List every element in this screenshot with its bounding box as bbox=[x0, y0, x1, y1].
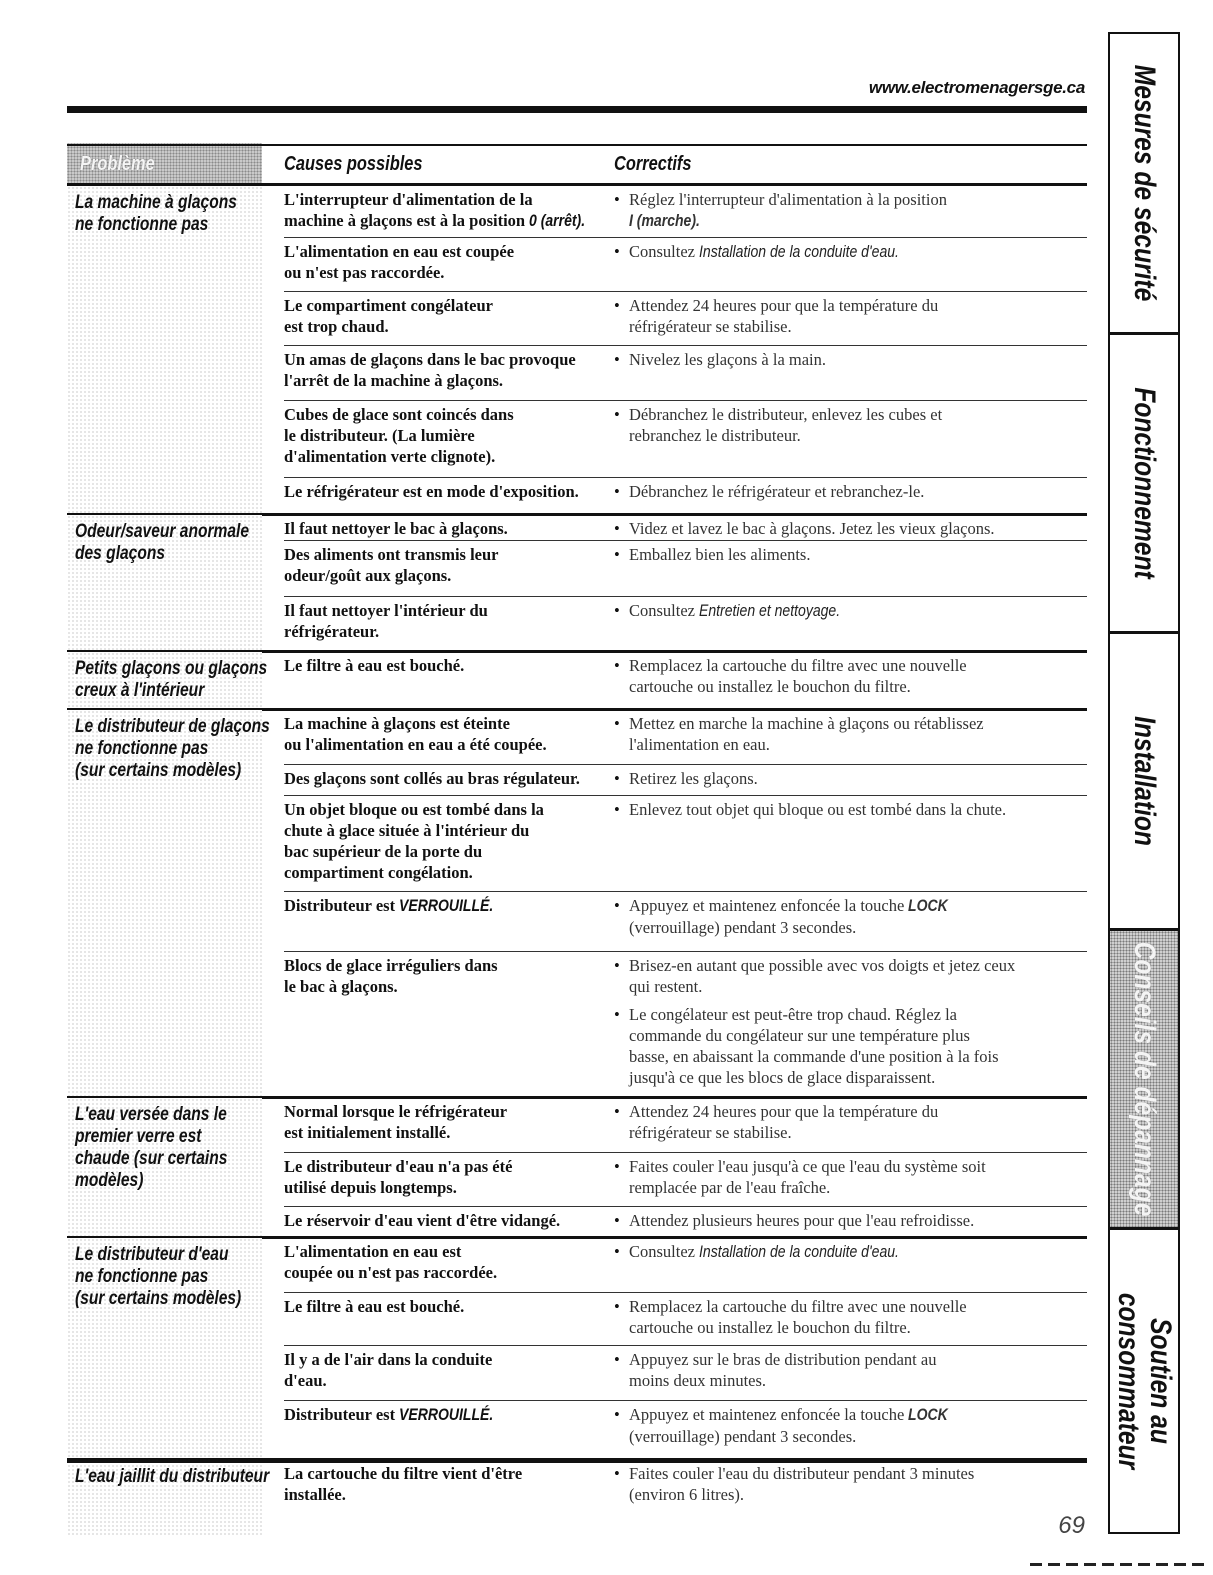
row-rule bbox=[284, 345, 1087, 346]
fix-list bbox=[614, 955, 1054, 1095]
row-rule bbox=[284, 540, 1087, 541]
fix-item: • Débranchez le réfrigérateur et rebranchez-le. bbox=[614, 481, 1054, 502]
fix-list bbox=[614, 895, 1054, 945]
problem-group bbox=[67, 710, 1087, 1098]
emphasized-text: LOCK bbox=[908, 897, 949, 915]
fix-item: • Enlevez tout objet qui bloque ou est tombé dans la chute. bbox=[614, 799, 1054, 820]
problem-label: L'eau jaillit du distributeur bbox=[75, 1466, 270, 1487]
tab-conseils-de-depannage[interactable] bbox=[1110, 931, 1178, 1227]
fix-item: • Retirez les glaçons. bbox=[614, 768, 1054, 789]
problem-label: Odeur/saveur anormale des glaçons bbox=[75, 521, 250, 564]
cause-text: La machine à glaçons est éteinte ou l'alimentation en eau a été coupée. bbox=[284, 714, 547, 754]
fix-list bbox=[614, 1101, 1054, 1150]
row-rule bbox=[284, 951, 1087, 952]
col-header-fixes: Correctifs bbox=[614, 153, 692, 175]
fix-list bbox=[614, 518, 1054, 546]
fix-list bbox=[614, 655, 1054, 704]
fix-item: • Nivelez les glaçons à la main. bbox=[614, 349, 1054, 370]
fix-list bbox=[614, 241, 1054, 270]
cause-text: Un amas de glaçons dans le bac provoque l'arrêt de la machine à glaçons. bbox=[284, 350, 576, 390]
problem-group bbox=[67, 515, 1087, 652]
cause-text: Blocs de glace irréguliers dans le bac à glaçons. bbox=[284, 956, 498, 996]
fix-item: • Débranchez le distributeur, enlevez les cubes et rebranchez le distributeur. bbox=[614, 404, 1054, 446]
emphasized-text: LOCK bbox=[908, 1406, 949, 1424]
tab-label: Fonctionnement bbox=[1128, 387, 1161, 579]
fix-list bbox=[614, 1296, 1054, 1345]
cause-text: Il faut nettoyer le bac à glaçons. bbox=[284, 519, 508, 538]
fix-item: • Videz et lavez le bac à glaçons. Jetez les vieux glaçons. bbox=[614, 518, 1054, 539]
cause-text: La cartouche du filtre vient d'être installée. bbox=[284, 1464, 523, 1504]
emphasized-text: VERROUILLÉ. bbox=[399, 897, 494, 915]
problem-label: La machine à glaçons ne fonctionne pas bbox=[75, 192, 237, 235]
fix-item: • Consultez Entretien et nettoyage. bbox=[614, 600, 1054, 622]
fix-item: • Consultez Installation de la conduite d'eau. bbox=[614, 1241, 1054, 1263]
tab-mesures-de-securite[interactable] bbox=[1110, 34, 1178, 332]
tab-label: Installation bbox=[1128, 716, 1161, 846]
fix-item: • Attendez 24 heures pour que la température du réfrigérateur se stabilise. bbox=[614, 295, 1054, 337]
row-rule bbox=[284, 764, 1087, 765]
fix-list bbox=[614, 768, 1054, 796]
emphasized-text: VERROUILLÉ. bbox=[399, 1406, 494, 1424]
problem-label: Petits glaçons ou glaçons creux à l'intérieur bbox=[75, 658, 268, 701]
row-rule bbox=[284, 596, 1087, 597]
emphasized-text: 0 (arrêt). bbox=[529, 212, 586, 230]
cause-text: Normal lorsque le réfrigérateur est initialement installé. bbox=[284, 1102, 508, 1142]
cause-text: Des aliments ont transmis leur odeur/goût aux glaçons. bbox=[284, 545, 499, 585]
tab-label: Mesures de sécurité bbox=[1128, 64, 1161, 302]
emphasized-text: Entretien et nettoyage. bbox=[699, 602, 841, 620]
row-rule bbox=[284, 1400, 1087, 1401]
header-top-rule bbox=[67, 144, 1087, 146]
table-bottom-rule bbox=[67, 1460, 1087, 1463]
tab-installation[interactable] bbox=[1110, 634, 1178, 928]
fix-item: • Remplacez la cartouche du filtre avec une nouvelle cartouche ou installez le bouchon du filtre. bbox=[614, 655, 1054, 697]
cause-text: Le filtre à eau est bouché. bbox=[284, 1297, 465, 1316]
fix-item: • Appuyez sur le bras de distribution pendant au moins deux minutes. bbox=[614, 1349, 1054, 1391]
fix-list bbox=[614, 1349, 1054, 1398]
problem-group bbox=[67, 1238, 1087, 1460]
problem-label: Le distributeur d'eau ne fonctionne pas (sur certains modèles) bbox=[75, 1244, 242, 1309]
cause-text: L'interrupteur d'alimentation de la machine à glaçons est à la position 0 (arrêt). bbox=[284, 190, 586, 230]
cause-text: Des glaçons sont collés au bras régulateur. bbox=[284, 769, 580, 788]
fix-item: • Remplacez la cartouche du filtre avec une nouvelle cartouche ou installez le bouchon du filtre. bbox=[614, 1296, 1054, 1338]
cause-text: Cubes de glace sont coincés dans le distributeur. (La lumière d'alimentation verte clignote). bbox=[284, 405, 514, 466]
cause-text: Le réservoir d'eau vient d'être vidangé. bbox=[284, 1211, 561, 1230]
fix-item: • Mettez en marche la machine à glaçons ou rétablissez l'alimentation en eau. bbox=[614, 713, 1054, 755]
fix-list bbox=[614, 1210, 1054, 1238]
row-rule bbox=[284, 291, 1087, 292]
fix-item: • Emballez bien les aliments. bbox=[614, 544, 1054, 565]
fix-item: • Appuyez et maintenez enfoncée la touche LOCK (verrouillage) pendant 3 secondes. bbox=[614, 1404, 1054, 1447]
emphasized-text: Installation de la conduite d'eau. bbox=[699, 243, 900, 261]
fix-item: • Attendez 24 heures pour que la température du réfrigérateur se stabilise. bbox=[614, 1101, 1054, 1143]
cause-text: Le distributeur d'eau n'a pas été utilisé depuis longtemps. bbox=[284, 1157, 513, 1197]
fix-item: • Brisez-en autant que possible avec vos doigts et jetez ceux qui restent. bbox=[614, 955, 1054, 997]
website-url: www.electromenagersge.ca bbox=[868, 78, 1085, 97]
fix-list bbox=[614, 1241, 1054, 1270]
col-header-problem: Problème bbox=[80, 153, 155, 175]
row-rule bbox=[284, 400, 1087, 401]
cause-text: Il y a de l'air dans la conduite d'eau. bbox=[284, 1350, 493, 1390]
fix-item: • Réglez l'interrupteur d'alimentation à la position I (marche). bbox=[614, 189, 1054, 232]
cause-text: Un objet bloque ou est tombé dans la chute à glace située à l'intérieur du bac supérieur de la porte du compartiment congélation. bbox=[284, 800, 544, 882]
fix-list bbox=[614, 404, 1054, 453]
tab-fonctionnement[interactable] bbox=[1110, 335, 1178, 631]
fix-list bbox=[614, 1463, 1054, 1512]
row-rule bbox=[284, 1152, 1087, 1153]
fix-item: • Consultez Installation de la conduite d'eau. bbox=[614, 241, 1054, 263]
fix-list bbox=[614, 1156, 1054, 1205]
cause-text: Le compartiment congélateur est trop chaud. bbox=[284, 296, 493, 336]
cause-text: Le réfrigérateur est en mode d'exposition. bbox=[284, 482, 579, 501]
fix-item: • Faites couler l'eau jusqu'à ce que l'eau du système soit remplacée par de l'eau fraîche. bbox=[614, 1156, 1054, 1198]
cause-text: Distributeur est VERROUILLÉ. bbox=[284, 1405, 494, 1424]
problem-group bbox=[67, 186, 1087, 515]
row-rule bbox=[284, 237, 1087, 238]
row-rule bbox=[284, 891, 1087, 892]
row-rule bbox=[284, 477, 1087, 478]
row-rule bbox=[284, 795, 1087, 796]
fix-list bbox=[614, 713, 1054, 762]
fix-list bbox=[614, 600, 1054, 629]
problem-label: Le distributeur de glaçons ne fonctionne pas (sur certains modèles) bbox=[75, 716, 270, 781]
bottom-registration-strip bbox=[1030, 1563, 1210, 1566]
cause-text: L'alimentation en eau est coupée ou n'est pas raccordée. bbox=[284, 1242, 498, 1282]
tab-label: Conseils de dépannage bbox=[1128, 941, 1161, 1217]
emphasized-text: Installation de la conduite d'eau. bbox=[699, 1243, 900, 1261]
fix-list bbox=[614, 295, 1054, 344]
page-number: 69 bbox=[1058, 1512, 1085, 1539]
fix-list bbox=[614, 349, 1054, 377]
row-rule bbox=[284, 1206, 1087, 1207]
problem-group bbox=[67, 652, 1087, 710]
fix-list bbox=[614, 189, 1054, 239]
fix-list bbox=[614, 1404, 1054, 1454]
col-header-causes: Causes possibles bbox=[284, 153, 423, 175]
fix-list bbox=[614, 544, 1054, 572]
side-tabs bbox=[1108, 32, 1180, 1534]
fix-list bbox=[614, 481, 1054, 509]
emphasized-text: I (marche). bbox=[629, 212, 700, 230]
cause-text: Distributeur est VERROUILLÉ. bbox=[284, 896, 494, 915]
problem-group bbox=[67, 1460, 1087, 1535]
fix-item: • Faites couler l'eau du distributeur pendant 3 minutes (environ 6 litres). bbox=[614, 1463, 1054, 1505]
top-rule bbox=[67, 106, 1087, 113]
tab-label: Soutien au consommateur bbox=[1112, 1292, 1177, 1470]
fix-item: • Attendez plusieurs heures pour que l'eau refroidisse. bbox=[614, 1210, 1054, 1231]
row-rule bbox=[284, 1345, 1087, 1346]
fix-list bbox=[614, 799, 1054, 827]
tab-soutien-au-consommateur[interactable] bbox=[1110, 1230, 1178, 1532]
problem-group bbox=[67, 1098, 1087, 1238]
fix-item: • Le congélateur est peut-être trop chaud. Réglez la commande du congélateur sur une température plus basse, en abaissant la commande d'une position à la fois jusqu'à ce que les blocs de glace disparaissent. bbox=[614, 1004, 1054, 1088]
cause-text: L'alimentation en eau est coupée ou n'est pas raccordée. bbox=[284, 242, 515, 282]
cause-text: Il faut nettoyer l'intérieur du réfrigérateur. bbox=[284, 601, 488, 641]
row-rule bbox=[284, 1292, 1087, 1293]
cause-text: Le filtre à eau est bouché. bbox=[284, 656, 465, 675]
fix-item: • Appuyez et maintenez enfoncée la touche LOCK (verrouillage) pendant 3 secondes. bbox=[614, 895, 1054, 938]
problem-label: L'eau versée dans le premier verre est chaude (sur certains modèles) bbox=[75, 1104, 228, 1191]
